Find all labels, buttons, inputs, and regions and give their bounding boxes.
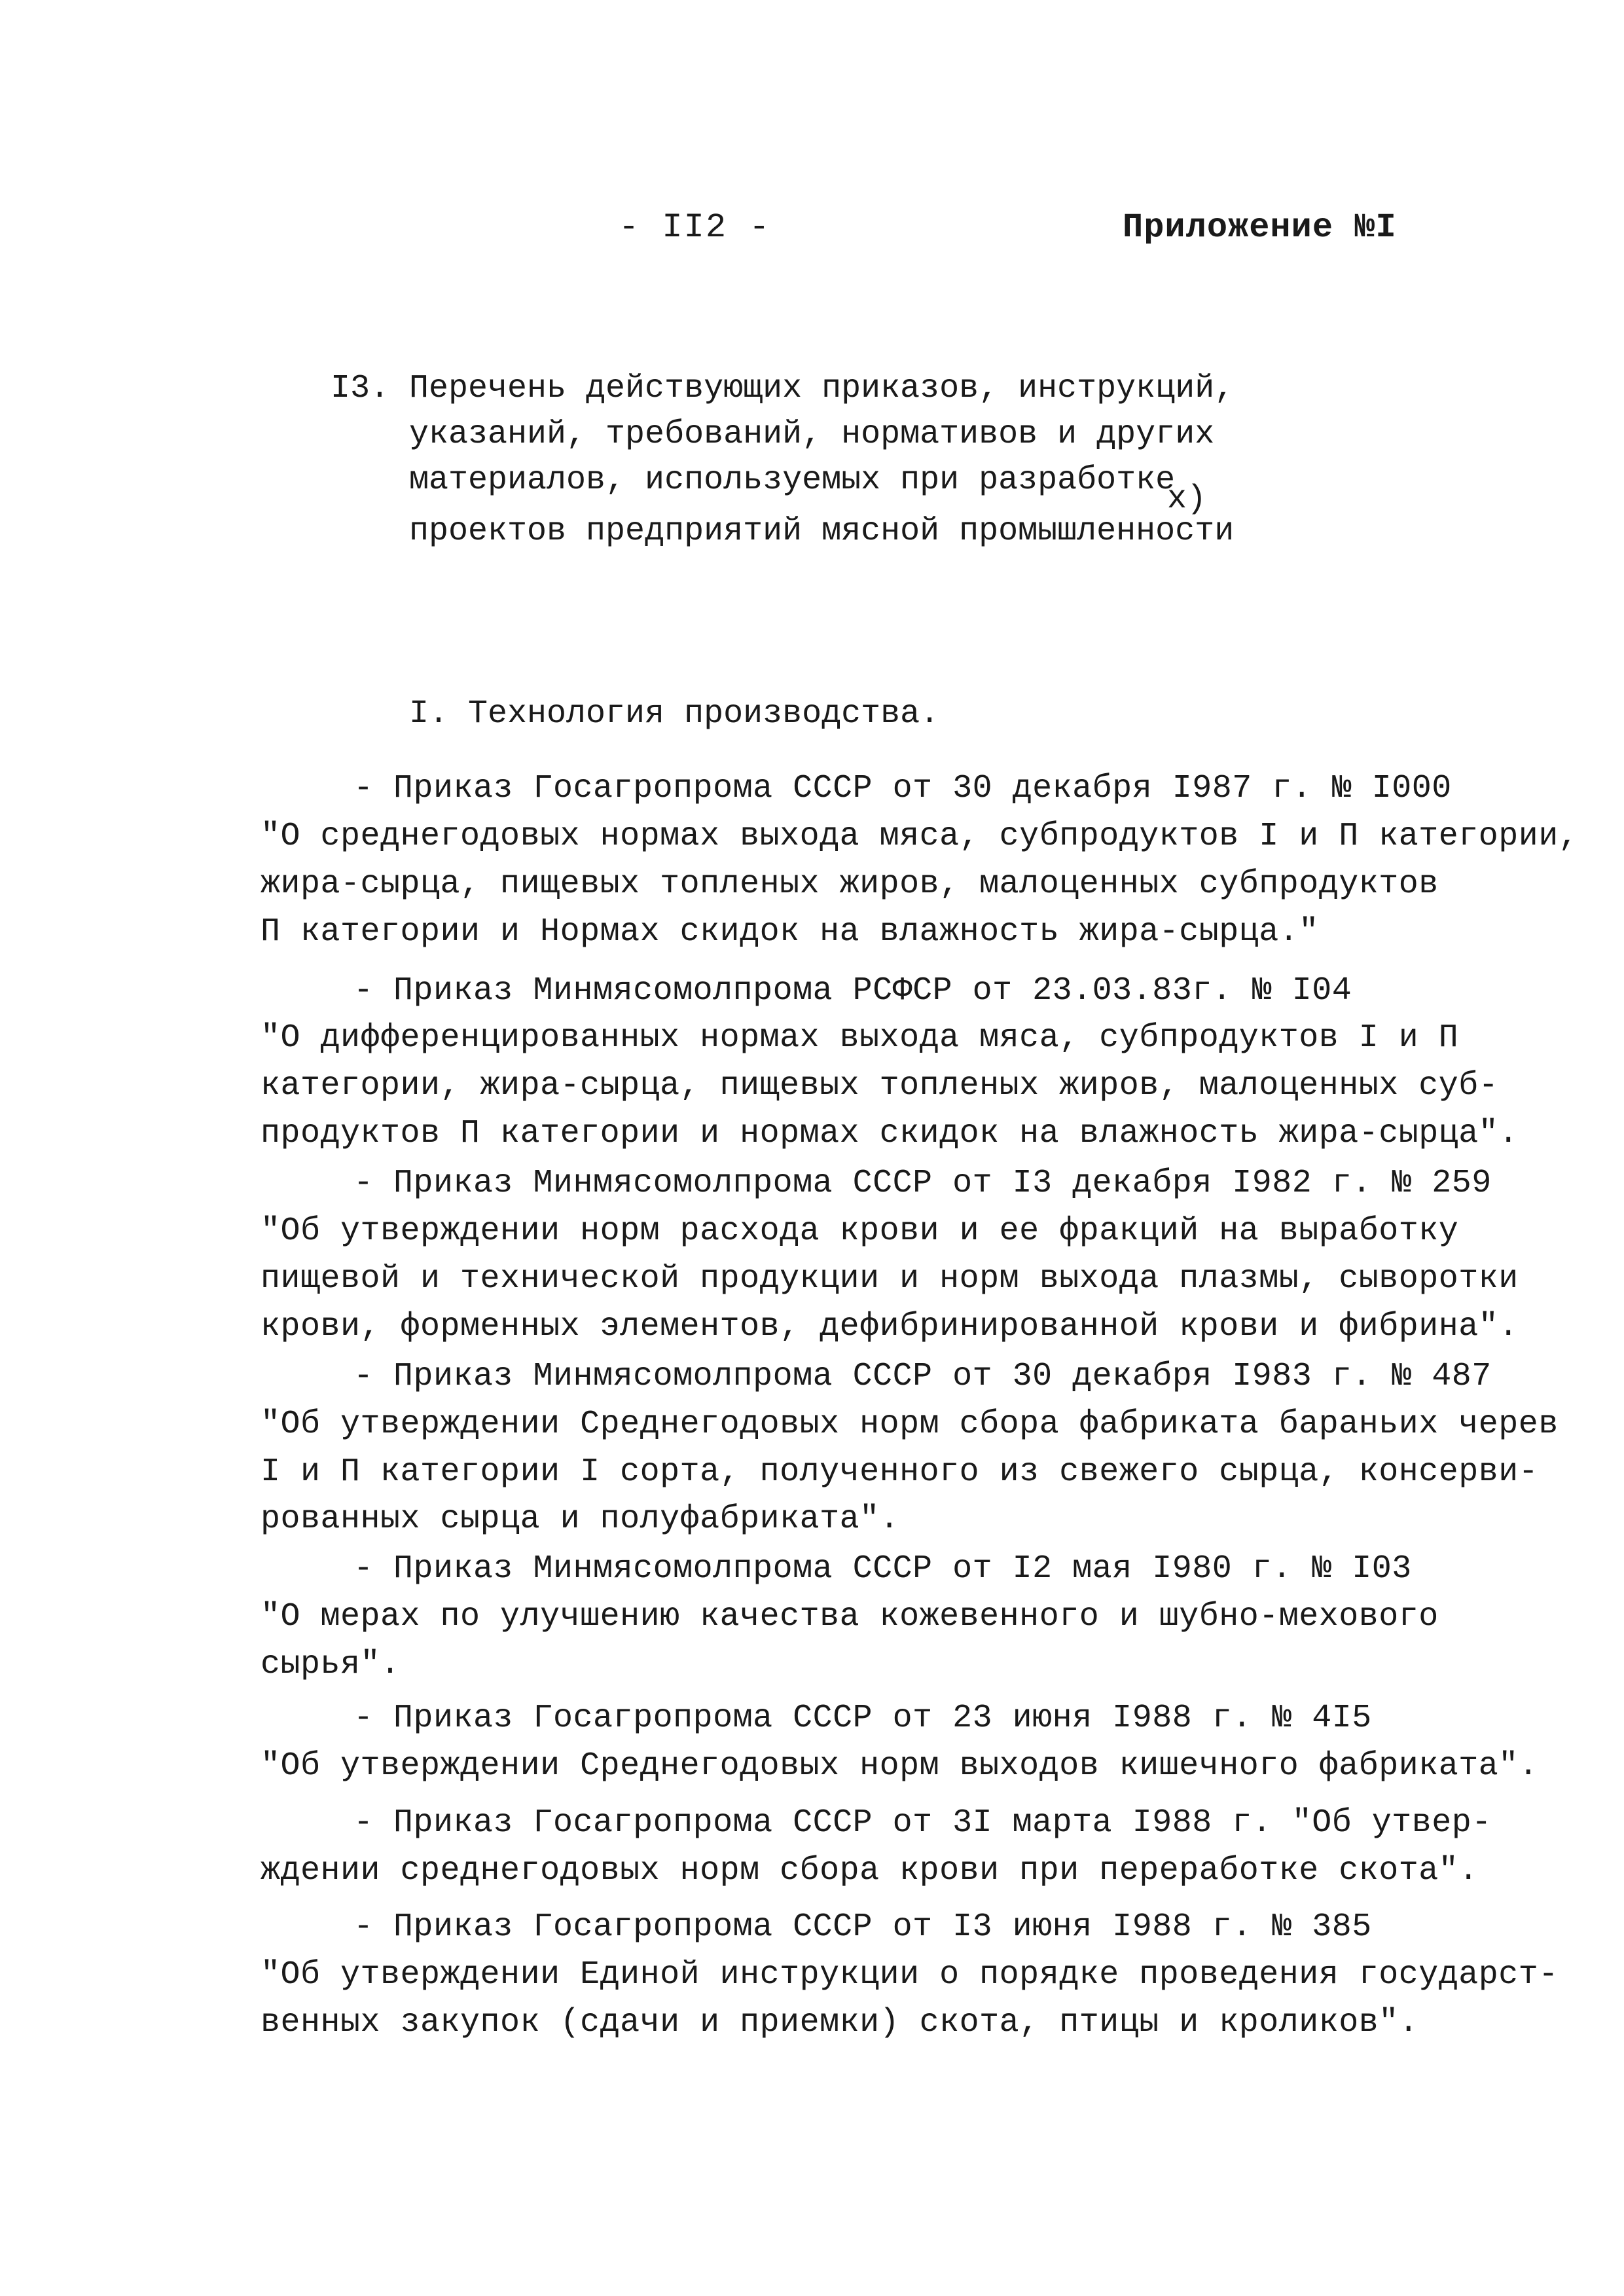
entry-line: - Приказ Госагропрома СССР от 23 июня I988 г. № 4I5 <box>353 1700 1372 1737</box>
entry-line: "О дифференцированных нормах выхода мяса, субпродуктов I и П <box>261 1019 1459 1057</box>
section-number: I3. <box>331 370 390 407</box>
entry-line: - Приказ Минмясомолпрома СССР от I3 декабря I982 г. № 259 <box>353 1165 1492 1202</box>
entry-line: - Приказ Минмясомолпрома СССР от I2 мая I980 г. № I03 <box>353 1550 1412 1588</box>
entry-line: - Приказ Госагропрома СССР от I3 июня I988 г. № 385 <box>353 1908 1372 1946</box>
entry-line: продуктов П категории и нормах скидок на влажность жира-сырца". <box>261 1115 1519 1152</box>
entry-line: "О мерах по улучшению качества кожевенного и шубно-мехового <box>261 1598 1439 1635</box>
entry-line: категории, жира-сырца, пищевых топленых жиров, малоценных суб- <box>261 1067 1499 1104</box>
entry-line: сырья". <box>261 1646 401 1683</box>
entry-line: "Об утверждении норм расхода крови и ее фракций на выработку <box>261 1212 1459 1250</box>
page-number: - II2 - <box>619 208 771 247</box>
section-title-line: указаний, требований, нормативов и других <box>409 416 1215 453</box>
footnote-mark: x) <box>1167 481 1207 518</box>
entry-line: "Об утверждении Среднегодовых норм выходов кишечного фабриката". <box>261 1747 1539 1785</box>
entry-line: I и П категории I сорта, полученного из свежего сырца, консерви- <box>261 1453 1539 1491</box>
entry-line: - Приказ Минмясомолпрома СССР от 30 декабря I983 г. № 487 <box>353 1358 1492 1395</box>
entry-line: "Об утверждении Среднегодовых норм сбора фабриката бараньих черев <box>261 1406 1559 1443</box>
entry-line: - Приказ Госагропрома СССР от 30 декабря I987 г. № I000 <box>353 770 1452 807</box>
entry-line: венных закупок (сдачи и приемки) скота, птицы и кроликов". <box>261 2004 1419 2041</box>
subsection-heading: I. Технология производства. <box>409 695 940 733</box>
appendix-label: Приложение №I <box>1123 208 1397 247</box>
entry-line: ждении среднегодовых норм сбора крови при переработке скота". <box>261 1852 1479 1889</box>
entry-line: "Об утверждении Единой инструкции о порядке проведения государст- <box>261 1956 1559 1994</box>
section-title-line: проектов предприятий мясной промышленности <box>409 513 1235 550</box>
entry-line: - Приказ Госагропрома СССР от 3I марта I988 г. "Об утвер- <box>353 1804 1492 1842</box>
entry-line: крови, форменных элементов, дефибринированной крови и фибрина". <box>261 1308 1519 1345</box>
entry-line: рованных сырца и полуфабриката". <box>261 1501 900 1538</box>
entry-line: - Приказ Минмясомолпрома РСФСР от 23.03.83г. № I04 <box>353 972 1352 1010</box>
entry-line: П категории и Нормах скидок на влажность жира-сырца." <box>261 913 1319 951</box>
entry-line: жира-сырца, пищевых топленых жиров, малоценных субпродуктов <box>261 866 1439 903</box>
entry-line: пищевой и технической продукции и норм выхода плазмы, сыворотки <box>261 1260 1519 1298</box>
entry-line: "О среднегодовых нормах выхода мяса, субпродуктов I и П категории, <box>261 818 1579 855</box>
section-title-line: Перечень действующих приказов, инструкций, <box>409 370 1235 407</box>
section-title-line: материалов, используемых при разработке <box>409 462 1176 499</box>
